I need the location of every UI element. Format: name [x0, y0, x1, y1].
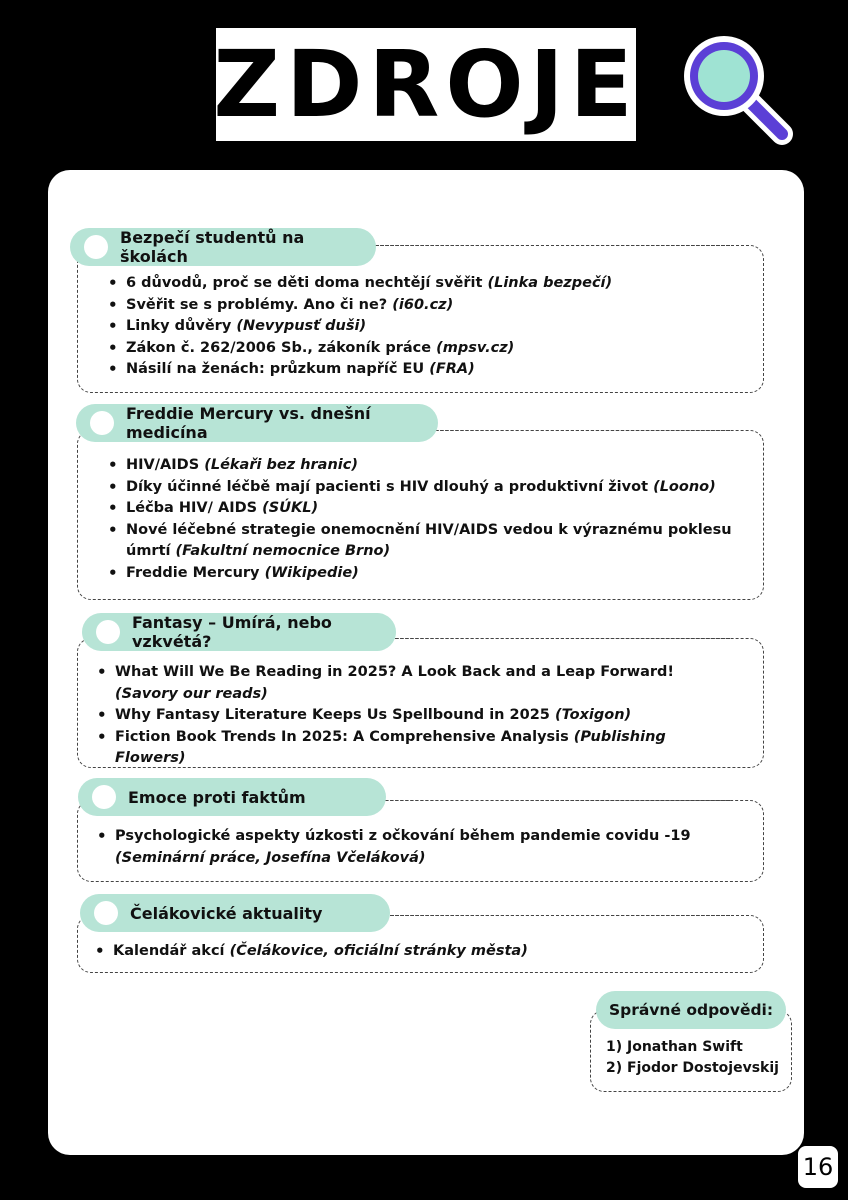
item-text: Psychologické aspekty úzkosti z očkování během pandemie covidu -19 [115, 828, 691, 844]
item-source: (Savory our reads) [115, 685, 268, 702]
item-source: (mpsv.cz) [436, 339, 515, 356]
page-title: ZDROJE [213, 30, 639, 138]
source-list [104, 273, 744, 381]
list-item [104, 455, 749, 477]
list-item [93, 826, 733, 869]
item-source: (Loono) [653, 478, 716, 495]
page-number: 16 [798, 1146, 838, 1188]
answer-line: 2) Fjodor Dostojevskij [606, 1060, 779, 1076]
bullet-dot-icon [90, 411, 114, 435]
title-box [213, 28, 639, 141]
item-source: (Toxigon) [554, 707, 632, 723]
tab-line [430, 430, 730, 431]
source-list [93, 826, 733, 869]
item-text: Nové léčebné strategie onemocnění HIV/AIDS vedou k výraznému poklesu úmrtí [126, 521, 732, 559]
bullet-dot-icon [84, 235, 108, 259]
section-heading [76, 404, 438, 442]
list-item [104, 498, 749, 520]
tab-line [380, 800, 730, 801]
source-list [93, 662, 733, 770]
item-source: (Linka bezpečí) [487, 275, 613, 291]
list-item [104, 520, 749, 563]
item-source: (Nevypusť duši) [236, 318, 367, 334]
item-text: 6 důvodů, proč se děti doma nechtějí svěřit [126, 275, 488, 291]
item-text: Why Fantasy Literature Keeps Us Spellbound in 2025 [115, 707, 555, 723]
item-source: (Fakultní nemocnice Brno) [175, 543, 391, 559]
list-item [104, 338, 744, 360]
item-text: Fiction Book Trends In 2025: A Comprehensive Analysis [115, 728, 574, 745]
section-heading [78, 778, 386, 816]
item-text: Svěřit se s problémy. Ano či ne? [126, 296, 393, 313]
bullet-dot-icon [96, 620, 120, 644]
section-heading [82, 613, 396, 651]
tab-line [390, 638, 730, 639]
list-item [93, 705, 733, 727]
tab-line [370, 245, 730, 246]
section-title: Fantasy – Umírá, nebo vzkvétá? [132, 613, 332, 651]
section-title: Freddie Mercury vs. dnešní medicína [126, 404, 371, 442]
answer-line: 1) Jonathan Swift [606, 1039, 743, 1055]
section-heading [80, 894, 390, 932]
item-source: (SÚKL) [262, 500, 319, 516]
item-source: (FRA) [429, 361, 475, 377]
item-text: Freddie Mercury [126, 564, 265, 581]
list-item [104, 295, 744, 317]
answers-heading: Správné odpovědi: [596, 991, 786, 1029]
item-text: HIV/AIDS [126, 457, 205, 473]
answers-list [606, 1037, 779, 1079]
list-item [93, 727, 733, 770]
item-source: (Publishing Flowers) [115, 728, 666, 766]
section-title: Bezpečí studentů na školách [120, 228, 305, 266]
list-item [104, 273, 744, 295]
section-title: Čelákovické aktuality [130, 903, 323, 923]
item-text: What Will We Be Reading in 2025? A Look Back and a Leap Forward! [115, 664, 675, 680]
item-text: Zákon č. 262/2006 Sb., zákoník práce [126, 339, 437, 356]
list-item [104, 359, 744, 381]
item-text: Léčba HIV/ AIDS [126, 500, 263, 516]
source-list [104, 455, 749, 584]
item-text: Linky důvěry [126, 318, 237, 334]
bullet-dot-icon [92, 785, 116, 809]
bullet-dot-icon [94, 901, 118, 925]
item-text: Díky účinné léčbě mají pacienti s HIV dlouhý a produktivní život [126, 478, 654, 495]
item-text: Násilí na ženách: průzkum napříč EU [126, 361, 430, 377]
item-source: (Seminární práce, Josefína Včeláková) [115, 849, 426, 866]
list-item [91, 941, 731, 963]
list-item [93, 662, 733, 705]
magnifier-icon [682, 34, 794, 146]
item-source: (Wikipedie) [264, 564, 359, 581]
item-source: (i60.cz) [392, 296, 454, 313]
list-item [104, 563, 749, 585]
list-item [104, 316, 744, 338]
item-source: (Lékaři bez hranic) [204, 457, 358, 473]
source-list [91, 941, 731, 963]
list-item [104, 477, 749, 499]
tab-line [385, 915, 730, 916]
section-heading [70, 228, 376, 266]
item-source: (Čelákovice, oficiální stránky města) [229, 943, 528, 959]
item-text: Kalendář akcí [113, 943, 230, 959]
section-title: Emoce proti faktům [128, 787, 306, 807]
